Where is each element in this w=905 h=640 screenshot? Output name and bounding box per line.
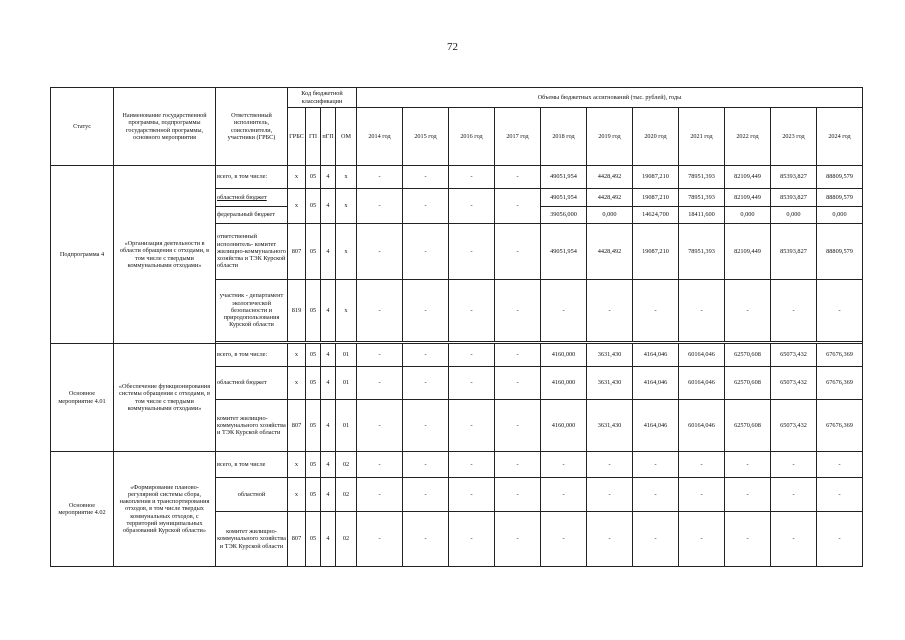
executor-cell: комитет жилищно-коммунального хозяйства и ТЭК Курской области <box>216 400 288 452</box>
value-cell: 0,000 <box>725 207 771 224</box>
value-cell: 88809,579 <box>817 166 863 189</box>
header-year: 2024 год <box>817 108 863 166</box>
value-cell: 85393,827 <box>771 189 817 207</box>
value-cell: - <box>587 478 633 512</box>
executor-cell: всего, в том числе: <box>216 166 288 189</box>
gp-cell: 05 <box>306 280 321 342</box>
name-cell: «Организация деятельности в области обращения с отходами, в том числе с твердыми коммунальными отходами» <box>114 166 216 344</box>
value-cell: 82109,449 <box>725 166 771 189</box>
om-cell: 01 <box>336 367 357 400</box>
value-cell: 4160,000 <box>541 367 587 400</box>
pgp-cell: 4 <box>321 400 336 452</box>
gp-cell: 05 <box>306 189 321 224</box>
value-cell: 4164,046 <box>633 400 679 452</box>
budget-table <box>50 87 863 567</box>
header-year: 2022 год <box>725 108 771 166</box>
header-year: 2019 год <box>587 108 633 166</box>
value-cell: - <box>633 280 679 342</box>
value-cell: - <box>725 478 771 512</box>
header-row-1 <box>51 88 863 108</box>
value-cell: - <box>633 512 679 567</box>
gp-cell: 05 <box>306 367 321 400</box>
pgp-cell: 4 <box>321 344 336 367</box>
gp-cell: 05 <box>306 452 321 478</box>
header-gp: ГП <box>306 108 321 166</box>
value-cell: - <box>817 478 863 512</box>
value-cell: - <box>495 400 541 452</box>
om-cell: 01 <box>336 400 357 452</box>
value-cell: 14624,700 <box>633 207 679 224</box>
value-cell: 85393,827 <box>771 224 817 280</box>
gp-cell: 05 <box>306 512 321 567</box>
pgp-cell: 4 <box>321 166 336 189</box>
value-cell: 19087,210 <box>633 166 679 189</box>
value-cell: - <box>495 280 541 342</box>
executor-cell: ответственный исполнитель- комитет жилищно-коммунального хозяйства и ТЭК Курской области <box>216 224 288 280</box>
value-cell: - <box>633 452 679 478</box>
value-cell: - <box>449 189 495 224</box>
value-cell: 0,000 <box>587 207 633 224</box>
value-cell: 65073,432 <box>771 400 817 452</box>
value-cell: - <box>725 280 771 342</box>
value-cell: 62570,608 <box>725 400 771 452</box>
value-cell: - <box>817 512 863 567</box>
value-cell: - <box>495 189 541 224</box>
header-name: Наименование государственной программы, подпрограммы государственной программы, основного мероприятия <box>114 88 216 166</box>
om-cell: 02 <box>336 512 357 567</box>
value-cell: - <box>771 452 817 478</box>
value-cell: - <box>449 400 495 452</box>
value-cell: 3631,430 <box>587 344 633 367</box>
value-cell: - <box>633 478 679 512</box>
value-cell: - <box>357 478 403 512</box>
value-cell: - <box>725 452 771 478</box>
status-cell: Основное мероприятие 4.02 <box>51 452 114 567</box>
gp-cell: 05 <box>306 166 321 189</box>
status-cell: Основное мероприятие 4.01 <box>51 344 114 452</box>
value-cell: 4164,046 <box>633 367 679 400</box>
value-cell: - <box>403 344 449 367</box>
om-cell: х <box>336 280 357 342</box>
value-cell: - <box>403 166 449 189</box>
grbs-cell: 819 <box>288 280 306 342</box>
value-cell: - <box>817 280 863 342</box>
pgp-cell: 4 <box>321 452 336 478</box>
value-cell: 4428,492 <box>587 189 633 207</box>
value-cell: - <box>495 224 541 280</box>
grbs-cell: 807 <box>288 400 306 452</box>
value-cell: 39056,000 <box>541 207 587 224</box>
header-year: 2021 год <box>679 108 725 166</box>
value-cell: - <box>357 280 403 342</box>
value-cell: - <box>449 224 495 280</box>
header-volumes: Объемы бюджетных ассигнований (тыс. рублей), годы <box>357 88 863 108</box>
pgp-cell: 4 <box>321 367 336 400</box>
value-cell: - <box>495 344 541 367</box>
om-cell: 02 <box>336 452 357 478</box>
value-cell: - <box>357 189 403 224</box>
value-cell: 82109,449 <box>725 189 771 207</box>
pgp-cell: 4 <box>321 189 336 224</box>
value-cell: - <box>679 512 725 567</box>
value-cell: - <box>679 280 725 342</box>
value-cell: - <box>495 452 541 478</box>
value-cell: 67676,369 <box>817 367 863 400</box>
value-cell: 88809,579 <box>817 224 863 280</box>
value-cell: 78951,393 <box>679 224 725 280</box>
executor-cell: областной <box>216 478 288 512</box>
value-cell: - <box>771 512 817 567</box>
value-cell: - <box>587 452 633 478</box>
value-cell: - <box>449 478 495 512</box>
value-cell: 4428,492 <box>587 224 633 280</box>
value-cell: 3631,430 <box>587 367 633 400</box>
executor-cell: областной бюджет <box>216 367 288 400</box>
grbs-cell: х <box>288 452 306 478</box>
value-cell: 4160,000 <box>541 344 587 367</box>
value-cell: - <box>357 224 403 280</box>
grbs-cell: х <box>288 367 306 400</box>
om-cell: 01 <box>336 344 357 367</box>
value-cell: 82109,449 <box>725 224 771 280</box>
header-pgp: пГП <box>321 108 336 166</box>
value-cell: - <box>403 189 449 224</box>
pgp-cell: 4 <box>321 478 336 512</box>
table-row <box>51 452 863 478</box>
value-cell: - <box>403 400 449 452</box>
value-cell: - <box>541 452 587 478</box>
grbs-cell: х <box>288 344 306 367</box>
header-year: 2016 год <box>449 108 495 166</box>
header-year: 2017 год <box>495 108 541 166</box>
executor-cell: всего, в том числе: <box>216 344 288 367</box>
value-cell: - <box>449 344 495 367</box>
executor-cell: участник - департамент экологической безопасности и природопользования Курской области <box>216 280 288 342</box>
grbs-cell: 807 <box>288 224 306 280</box>
om-cell: х <box>336 189 357 224</box>
pgp-cell: 4 <box>321 280 336 342</box>
value-cell: - <box>449 166 495 189</box>
value-cell: 65073,432 <box>771 344 817 367</box>
value-cell: - <box>403 512 449 567</box>
value-cell: 4164,046 <box>633 344 679 367</box>
table-row <box>51 166 863 189</box>
header-status: Статус <box>51 88 114 166</box>
pgp-cell: 4 <box>321 512 336 567</box>
executor-cell: всего, в том числе <box>216 452 288 478</box>
value-cell: - <box>679 452 725 478</box>
value-cell: 88809,579 <box>817 189 863 207</box>
grbs-cell: х <box>288 478 306 512</box>
grbs-cell: х <box>288 166 306 189</box>
value-cell: - <box>587 512 633 567</box>
value-cell: - <box>403 280 449 342</box>
value-cell: 67676,369 <box>817 344 863 367</box>
value-cell: - <box>495 478 541 512</box>
value-cell: - <box>541 280 587 342</box>
header-om: ОМ <box>336 108 357 166</box>
value-cell: - <box>403 367 449 400</box>
value-cell: 67676,369 <box>817 400 863 452</box>
value-cell: - <box>449 512 495 567</box>
value-cell: 19087,210 <box>633 189 679 207</box>
gp-cell: 05 <box>306 400 321 452</box>
value-cell: - <box>817 452 863 478</box>
name-cell: «Формирование планово-регулярной системы сбора, накопления и транспортирования отходов, в том числе твердых коммунальных отходов, с территорий муниципальных образований Курской области» <box>114 452 216 567</box>
gp-cell: 05 <box>306 224 321 280</box>
gp-cell: 05 <box>306 478 321 512</box>
value-cell: - <box>357 400 403 452</box>
header-year: 2015 год <box>403 108 449 166</box>
value-cell: - <box>587 280 633 342</box>
value-cell: - <box>449 452 495 478</box>
value-cell: 49051,954 <box>541 189 587 207</box>
pgp-cell: 4 <box>321 224 336 280</box>
table-row <box>51 344 863 367</box>
value-cell: 19087,210 <box>633 224 679 280</box>
om-cell: 02 <box>336 478 357 512</box>
status-cell: Подпрограмма 4 <box>51 166 114 344</box>
value-cell: - <box>357 512 403 567</box>
value-cell: 78951,393 <box>679 166 725 189</box>
value-cell: - <box>541 478 587 512</box>
header-year: 2014 год <box>357 108 403 166</box>
value-cell: 18411,600 <box>679 207 725 224</box>
executor-cell: областной бюджет <box>216 189 288 207</box>
value-cell: - <box>403 452 449 478</box>
value-cell: - <box>357 166 403 189</box>
header-grbs: ГРБС <box>288 108 306 166</box>
value-cell: - <box>495 166 541 189</box>
grbs-cell: х <box>288 189 306 224</box>
value-cell: 78951,393 <box>679 189 725 207</box>
value-cell: - <box>725 512 771 567</box>
value-cell: - <box>357 367 403 400</box>
value-cell: - <box>495 512 541 567</box>
value-cell: 0,000 <box>817 207 863 224</box>
gp-cell: 05 <box>306 344 321 367</box>
value-cell: 60164,046 <box>679 367 725 400</box>
value-cell: 65073,432 <box>771 367 817 400</box>
value-cell: - <box>403 478 449 512</box>
grbs-cell: 807 <box>288 512 306 567</box>
value-cell: 3631,430 <box>587 400 633 452</box>
executor-cell: комитет жилищно-коммунального хозяйства и ТЭК Курской области <box>216 512 288 567</box>
header-budget-code: Код бюджетной классификации <box>288 88 357 108</box>
value-cell: 60164,046 <box>679 400 725 452</box>
page-number: 72 <box>447 41 458 53</box>
value-cell: 4428,492 <box>587 166 633 189</box>
executor-cell: федеральный бюджет <box>216 207 288 224</box>
name-cell: «Обеспечение функционирования системы обращения с отходами, в том числе с твердыми коммунальными отходами» <box>114 344 216 452</box>
value-cell: - <box>357 452 403 478</box>
value-cell: - <box>495 367 541 400</box>
value-cell: - <box>403 224 449 280</box>
value-cell: 4160,000 <box>541 400 587 452</box>
value-cell: - <box>541 512 587 567</box>
value-cell: - <box>449 367 495 400</box>
value-cell: - <box>771 478 817 512</box>
value-cell: - <box>449 280 495 342</box>
value-cell: 49051,954 <box>541 166 587 189</box>
header-executor: Ответственный исполнитель, соисполнители, участники (ГРБС) <box>216 88 288 166</box>
value-cell: 62570,608 <box>725 344 771 367</box>
header-year: 2018 год <box>541 108 587 166</box>
value-cell: 0,000 <box>771 207 817 224</box>
om-cell: х <box>336 166 357 189</box>
value-cell: 85393,827 <box>771 166 817 189</box>
value-cell: - <box>357 344 403 367</box>
value-cell: 49051,954 <box>541 224 587 280</box>
value-cell: 60164,046 <box>679 344 725 367</box>
value-cell: 62570,608 <box>725 367 771 400</box>
header-year: 2023 год <box>771 108 817 166</box>
header-year: 2020 год <box>633 108 679 166</box>
om-cell: х <box>336 224 357 280</box>
value-cell: - <box>679 478 725 512</box>
value-cell: - <box>771 280 817 342</box>
